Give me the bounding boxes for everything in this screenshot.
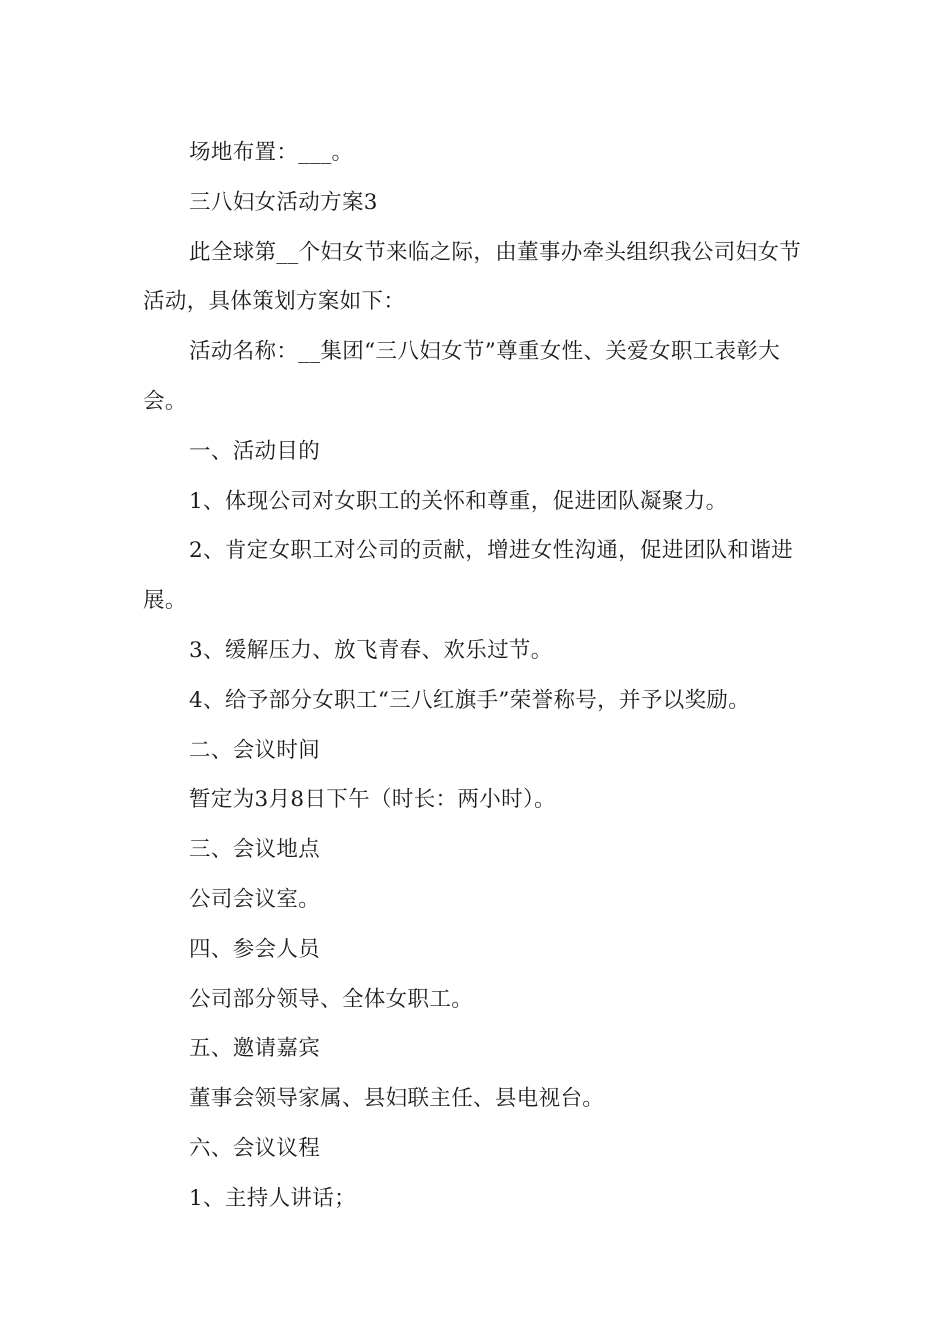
document-body <box>143 128 810 1224</box>
purpose-item-1: 1、体现公司对女职工的关怀和尊重，促进团队凝聚力。 <box>189 488 728 514</box>
meeting-location-text: 公司会议室。 <box>189 886 321 912</box>
guests-text: 董事会领导家属、县妇联主任、县电视台。 <box>189 1086 605 1112</box>
section-heading-location: 三、会议地点 <box>189 837 321 863</box>
purpose-item-2: 2、肯定女职工对公司的贡献，增进女性沟通，促进团队和谐进展。 <box>143 538 793 614</box>
meeting-time-text: 暂定为3月8日下午（时长：两小时）。 <box>189 787 556 813</box>
agenda-item-1: 1、主持人讲话； <box>189 1185 356 1211</box>
section-heading-agenda: 六、会议议程 <box>189 1135 321 1161</box>
intro-paragraph: 此全球第__个妇女节来临之际，由董事办牵头组织我公司妇女节活动，具体策划方案如下： <box>143 239 802 315</box>
section-heading-time: 二、会议时间 <box>189 737 321 763</box>
event-name-paragraph: 活动名称：__集团“三八妇女节”尊重女性、关爱女职工表彰大会。 <box>143 339 781 414</box>
venue-setup-line: 场地布置：___。 <box>189 140 354 165</box>
plan-title: 三八妇女活动方案3 <box>189 189 378 215</box>
purpose-item-4: 4、给予部分女职工“三八红旗手”荣誉称号，并予以奖励。 <box>189 687 751 713</box>
purpose-item-3: 3、缓解压力、放飞青春、欢乐过节。 <box>189 637 553 663</box>
section-heading-guests: 五、邀请嘉宾 <box>189 1036 321 1062</box>
attendees-text: 公司部分领导、全体女职工。 <box>189 986 474 1012</box>
section-heading-purpose: 一、活动目的 <box>189 438 321 464</box>
section-heading-attendees: 四、参会人员 <box>189 936 321 962</box>
